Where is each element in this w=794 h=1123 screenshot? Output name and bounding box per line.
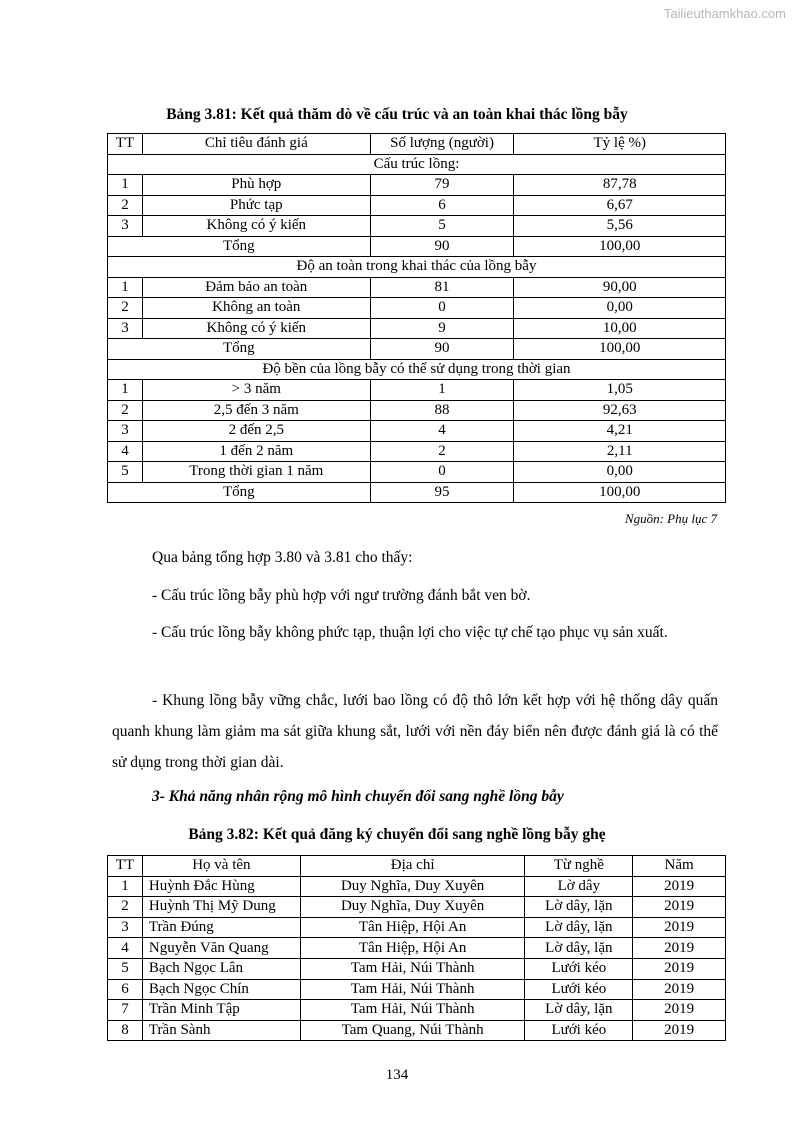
tt-cell: 4 [108, 938, 143, 959]
from-job-header: Từ nghề [525, 856, 633, 877]
from-job-cell: Lờ dây, lặn [525, 938, 633, 959]
paragraph-4: - Khung lồng bẫy vững chắc, lưới bao lồng có độ thô lớn kết hợp với hệ thống dây quấn quanh khung làm giảm ma sát giữa khung sắt, lưới với nền đáy biển nên được đánh giá là có thể sử dụng trong thời gian dài. [112, 692, 718, 771]
name-cell: Bạch Ngọc Lân [142, 958, 300, 979]
address-cell: Duy Nghĩa, Duy Xuyên [300, 897, 525, 918]
count-cell: 9 [370, 318, 514, 339]
section-heading: 3- Khả năng nhân rộng mô hình chuyển đổi sang nghề lồng bẫy [152, 788, 564, 805]
paragraph-2: - Cấu trúc lồng bẫy phù hợp với ngư trường đánh bắt ven bờ. [152, 587, 531, 604]
tt-cell: 2 [108, 400, 143, 421]
year-cell: 2019 [633, 979, 726, 1000]
table-row [108, 277, 726, 298]
table-row [108, 195, 726, 216]
tt-cell: 2 [108, 195, 143, 216]
table-row [108, 897, 726, 918]
section-title-row [108, 257, 726, 278]
total-percent: 100,00 [514, 339, 726, 360]
total-row [108, 236, 726, 257]
year-cell: 2019 [633, 897, 726, 918]
percent-cell: 87,78 [514, 175, 726, 196]
tt-cell: 8 [108, 1020, 143, 1041]
name-header: Họ và tên [142, 856, 300, 877]
tt-cell: 5 [108, 462, 143, 483]
name-cell: Bạch Ngọc Chín [142, 979, 300, 1000]
address-cell: Tam Hải, Núi Thành [300, 958, 525, 979]
tt-cell: 5 [108, 958, 143, 979]
tt-cell: 1 [108, 175, 143, 196]
tt-cell: 2 [108, 897, 143, 918]
table-381-source: Nguồn: Phụ lục 7 [624, 511, 717, 526]
criteria-cell: Trong thời gian 1 năm [142, 462, 370, 483]
name-cell: Trần Minh Tập [142, 1000, 300, 1021]
year-cell: 2019 [633, 938, 726, 959]
criteria-cell: 2,5 đến 3 năm [142, 400, 370, 421]
address-header: Địa chỉ [300, 856, 525, 877]
table-header-row [108, 856, 726, 877]
name-cell: Huỳnh Thị Mỹ Dung [142, 897, 300, 918]
tt-header: TT [108, 856, 143, 877]
count-cell: 79 [370, 175, 514, 196]
table-row [108, 400, 726, 421]
tt-cell: 6 [108, 979, 143, 1000]
name-cell: Trần Đúng [142, 917, 300, 938]
table-row [108, 917, 726, 938]
percent-cell: 1,05 [514, 380, 726, 401]
count-cell: 0 [370, 298, 514, 319]
count-cell: 5 [370, 216, 514, 237]
year-cell: 2019 [633, 917, 726, 938]
criteria-cell: Không an toàn [142, 298, 370, 319]
from-job-cell: Lờ dây [525, 876, 633, 897]
percent-cell: 6,67 [514, 195, 726, 216]
count-cell: 81 [370, 277, 514, 298]
count-cell: 2 [370, 441, 514, 462]
table-row [108, 298, 726, 319]
count-cell: 6 [370, 195, 514, 216]
page-number: 134 [385, 1067, 409, 1083]
criteria-cell: 2 đến 2,5 [142, 421, 370, 442]
percent-header: Tỷ lệ %) [514, 134, 726, 155]
tt-cell: 1 [108, 277, 143, 298]
percent-cell: 2,11 [514, 441, 726, 462]
year-cell: 2019 [633, 958, 726, 979]
year-cell: 2019 [633, 1020, 726, 1041]
table-row [108, 421, 726, 442]
tt-cell: 3 [108, 421, 143, 442]
table-header-row [108, 134, 726, 155]
total-percent: 100,00 [514, 236, 726, 257]
total-count: 90 [370, 339, 514, 360]
percent-cell: 5,56 [514, 216, 726, 237]
criteria-cell: Phức tạp [142, 195, 370, 216]
paragraph-1: Qua bảng tổng hợp 3.80 và 3.81 cho thấy: [152, 549, 413, 566]
table-row [108, 462, 726, 483]
name-cell: Trần Sành [142, 1020, 300, 1041]
total-count: 90 [370, 236, 514, 257]
year-cell: 2019 [633, 1000, 726, 1021]
address-cell: Duy Nghĩa, Duy Xuyên [300, 876, 525, 897]
from-job-cell: Lờ dây, lặn [525, 1000, 633, 1021]
tt-cell: 3 [108, 917, 143, 938]
total-row [108, 482, 726, 503]
address-cell: Tân Hiệp, Hội An [300, 917, 525, 938]
table-row [108, 380, 726, 401]
table-382 [107, 855, 726, 1041]
total-count: 95 [370, 482, 514, 503]
table-row [108, 958, 726, 979]
address-cell: Tam Hải, Núi Thành [300, 1000, 525, 1021]
percent-cell: 4,21 [514, 421, 726, 442]
total-label: Tổng [108, 339, 371, 360]
table-row [108, 318, 726, 339]
table-row [108, 979, 726, 1000]
section-title-row [108, 154, 726, 175]
section-title: Độ bền của lồng bẫy có thể sử dụng trong thời gian [108, 359, 726, 380]
from-job-cell: Lờ dây, lặn [525, 897, 633, 918]
criteria-cell: 1 đến 2 năm [142, 441, 370, 462]
criteria-cell: Không có ý kiến [142, 318, 370, 339]
address-cell: Tam Hải, Núi Thành [300, 979, 525, 1000]
section-title: Cấu trúc lồng: [108, 154, 726, 175]
count-cell: 0 [370, 462, 514, 483]
criteria-cell: Đảm bảo an toàn [142, 277, 370, 298]
table-row [108, 876, 726, 897]
count-header: Số lượng (người) [370, 134, 514, 155]
tt-cell: 3 [108, 318, 143, 339]
total-label: Tổng [108, 236, 371, 257]
percent-cell: 0,00 [514, 298, 726, 319]
table-row [108, 938, 726, 959]
percent-cell: 10,00 [514, 318, 726, 339]
table-row [108, 175, 726, 196]
table-row [108, 441, 726, 462]
table-381 [107, 133, 726, 503]
tt-cell: 1 [108, 876, 143, 897]
table-row [108, 216, 726, 237]
count-cell: 1 [370, 380, 514, 401]
from-job-cell: Lưới kéo [525, 979, 633, 1000]
paragraph-3: - Cấu trúc lồng bẫy không phức tạp, thuận lợi cho việc tự chế tạo phục vụ sản xuất. [152, 624, 668, 641]
count-cell: 88 [370, 400, 514, 421]
percent-cell: 90,00 [514, 277, 726, 298]
year-cell: 2019 [633, 876, 726, 897]
address-cell: Tân Hiệp, Hội An [300, 938, 525, 959]
from-job-cell: Lờ dây, lặn [525, 917, 633, 938]
from-job-cell: Lưới kéo [525, 1020, 633, 1041]
name-cell: Huỳnh Đắc Hùng [142, 876, 300, 897]
criteria-cell: Không có ý kiến [142, 216, 370, 237]
from-job-cell: Lưới kéo [525, 958, 633, 979]
address-cell: Tam Quang, Núi Thành [300, 1020, 525, 1041]
section-title: Độ an toàn trong khai thác của lồng bẫy [108, 257, 726, 278]
total-percent: 100,00 [514, 482, 726, 503]
tt-cell: 1 [108, 380, 143, 401]
table-row [108, 1020, 726, 1041]
table-row [108, 1000, 726, 1021]
criteria-cell: Phù hợp [142, 175, 370, 196]
tt-cell: 2 [108, 298, 143, 319]
year-header: Năm [633, 856, 726, 877]
percent-cell: 0,00 [514, 462, 726, 483]
name-cell: Nguyễn Văn Quang [142, 938, 300, 959]
total-label: Tổng [108, 482, 371, 503]
criteria-cell: > 3 năm [142, 380, 370, 401]
tt-cell: 7 [108, 1000, 143, 1021]
tt-header: TT [108, 134, 143, 155]
section-title-row [108, 359, 726, 380]
total-row [108, 339, 726, 360]
count-cell: 4 [370, 421, 514, 442]
tt-cell: 3 [108, 216, 143, 237]
tt-cell: 4 [108, 441, 143, 462]
watermark: Tailieuthamkhao.com [663, 6, 786, 21]
percent-cell: 92,63 [514, 400, 726, 421]
criteria-header: Chỉ tiêu đánh giá [142, 134, 370, 155]
table-382-caption: Bảng 3.82: Kết quả đăng ký chuyển đổi sang nghề lồng bẫy ghẹ [188, 826, 606, 843]
table-381-caption: Bảng 3.81: Kết quả thăm dò về cấu trúc và an toàn khai thác lồng bẫy [166, 106, 628, 123]
